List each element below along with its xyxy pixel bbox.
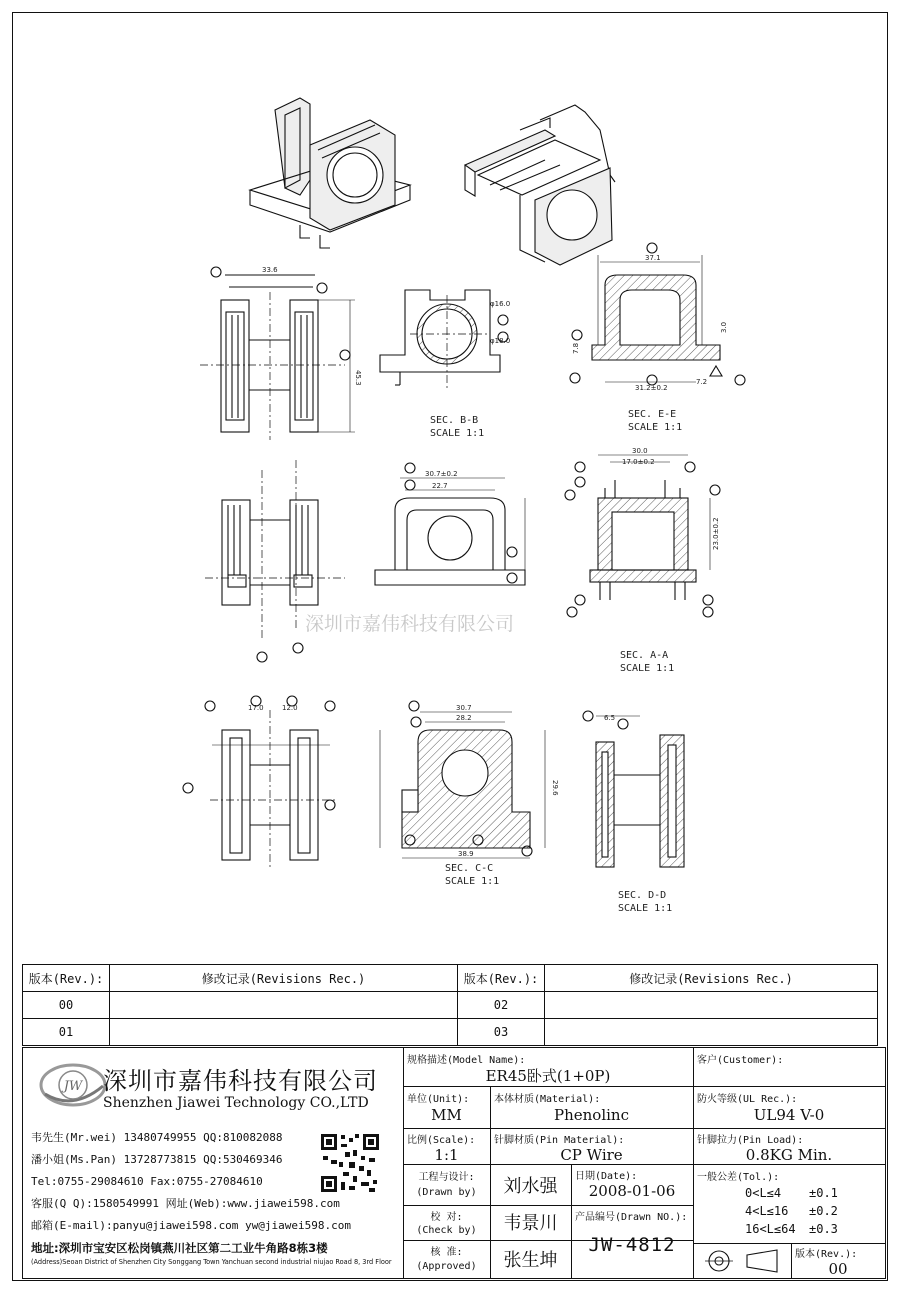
rev-row-right: 03	[458, 1019, 545, 1046]
sec-dd-scale: SCALE 1:1	[618, 903, 673, 914]
dim-cc-width: 30.7	[456, 704, 472, 712]
dim-front-width: 33.6	[262, 266, 278, 274]
contact-line: 潘小姐(Ms.Pan) 13728773815 QQ:530469346	[31, 1153, 283, 1166]
rec-cell	[545, 992, 878, 1019]
check-label-en: (Check by)	[416, 1225, 477, 1236]
drawn-label: 工程与设计:	[418, 1172, 475, 1183]
scale-label: 比例(Scale):	[407, 1135, 476, 1146]
pin-material-label: 针脚材质(Pin Material):	[494, 1135, 625, 1146]
dim-ee-width: 37.1	[645, 254, 661, 262]
title-block	[22, 1047, 886, 1279]
dim-aa-width: 30.0	[632, 447, 648, 455]
tol-row: 4<L≤16 ±0.2	[745, 1204, 838, 1218]
model-value: ER45卧式(1+0P)	[485, 1067, 611, 1085]
date-value: 2008-01-06	[588, 1182, 676, 1200]
dim-ee-side: 7.8	[572, 342, 580, 354]
sec-bb-title: SEC. B-B	[430, 415, 479, 426]
drawn-no-label: 产品编号(Drawn NO.):	[575, 1212, 688, 1223]
approve-label-en: (Approved)	[416, 1261, 477, 1272]
dim-aa-inner: 17.0±0.2	[622, 458, 655, 466]
dim-mid-inner: 22.7	[432, 482, 448, 490]
drawn-value: 刘水强	[503, 1176, 558, 1197]
dim-dd-top: 6.5	[604, 714, 616, 722]
customer-label: 客户(Customer):	[697, 1055, 784, 1066]
tol-row: 16<L≤64 ±0.3	[745, 1222, 838, 1236]
contact-line: Tel:0755-29084610 Fax:0755-27084610	[31, 1175, 263, 1188]
version-label: 版本(Rev.):	[795, 1249, 858, 1260]
pin-load-value: 0.8KG Min.	[745, 1146, 833, 1164]
rev-row-right: 02	[458, 992, 545, 1019]
rec-header-left: 修改记录(Revisions Rec.)	[110, 965, 458, 992]
company-name-en: Shenzhen Jiawei Technology CO.,LTD	[103, 1095, 369, 1111]
rev-row-left: 00	[23, 992, 110, 1019]
dim-aa-h: 23.0±0.2	[712, 517, 720, 550]
dim-ee-top-right: 3.0	[720, 321, 728, 333]
pin-material-value: CP Wire	[560, 1146, 623, 1164]
unit-label: 单位(Unit):	[407, 1094, 470, 1105]
dim-bb-dia2: φ18.0	[490, 337, 511, 345]
sec-aa-title: SEC. A-A	[620, 650, 669, 661]
rec-cell	[110, 992, 458, 1019]
unit-value: MM	[431, 1106, 462, 1124]
sec-ee-scale: SCALE 1:1	[628, 422, 683, 433]
model-label: 规格描述(Model Name):	[407, 1055, 526, 1066]
dim-ee-bottom: 31.2±0.2	[635, 384, 668, 392]
address-cn: 地址:深圳市宝安区松岗镇燕川社区第二工业牛角路8栋3楼	[31, 1241, 328, 1255]
sec-bb-scale: SCALE 1:1	[430, 428, 485, 439]
bottom-left-view	[183, 696, 335, 870]
isometric-view-2	[465, 105, 615, 265]
section-ee-view	[570, 243, 745, 385]
rec-header-right: 修改记录(Revisions Rec.)	[545, 965, 878, 992]
section-bb-view	[380, 290, 511, 390]
dim-bb-dia1: φ16.0	[490, 300, 511, 308]
company-info	[23, 1048, 403, 1278]
contact-line: 邮箱(E-mail):panyu@jiawei598.com yw@jiawei598.com	[31, 1219, 352, 1232]
isometric-view-1	[250, 98, 410, 248]
pin-load-label: 针脚拉力(Pin Load):	[697, 1135, 804, 1146]
tol-label: 一般公差(Tol.):	[697, 1172, 780, 1183]
tolerance-table	[745, 1184, 838, 1238]
dim-ee-right: 7.2	[696, 378, 708, 386]
dim-cc-bottom: 38.9	[458, 850, 474, 858]
dim-left-w: 17.0	[248, 704, 264, 712]
company-name-cn: 深圳市嘉伟科技有限公司	[103, 1067, 378, 1095]
middle-view	[375, 463, 525, 585]
material-value: Phenolinc	[554, 1106, 629, 1124]
ul-label: 防火等级(UL Rec.):	[697, 1094, 798, 1105]
material-label: 本体材质(Material):	[494, 1094, 601, 1105]
sec-cc-title: SEC. C-C	[445, 863, 494, 874]
projection-symbol-icon	[699, 1247, 785, 1275]
dim-front-height: 45.3	[354, 370, 362, 386]
check-value: 韦景川	[503, 1213, 558, 1234]
sec-dd-title: SEC. D-D	[618, 890, 667, 901]
dim-cc-inner: 28.2	[456, 714, 472, 722]
sec-ee-title: SEC. E-E	[628, 409, 677, 420]
dim-cc-h: 29.6	[551, 780, 559, 796]
company-logo	[37, 1056, 109, 1114]
rev-row-left: 01	[23, 1019, 110, 1046]
front-view	[200, 267, 355, 440]
approve-label: 核 准:	[430, 1247, 463, 1258]
scale-value: 1:1	[434, 1146, 459, 1164]
approve-value: 张生坤	[503, 1250, 558, 1271]
rec-cell	[545, 1019, 878, 1046]
contact-line: 客服(Q Q):1580549991 网址(Web):www.jiawei598.com	[31, 1197, 340, 1210]
ul-value: UL94 V-0	[753, 1106, 825, 1124]
contact-list	[31, 1127, 351, 1237]
rev-header-left: 版本(Rev.):	[23, 965, 110, 992]
rec-cell	[110, 1019, 458, 1046]
section-cc-view	[380, 701, 545, 858]
rev-header-right: 版本(Rev.):	[458, 965, 545, 992]
sec-aa-scale: SCALE 1:1	[620, 663, 675, 674]
version-value: 00	[828, 1260, 848, 1278]
contact-line: 韦先生(Mr.wei) 13480749955 QQ:810082088	[31, 1131, 283, 1144]
dim-left-w2: 12.0	[282, 704, 298, 712]
dim-mid-width: 30.7±0.2	[425, 470, 458, 478]
tol-row: 0<L≤4 ±0.1	[745, 1186, 838, 1200]
watermark-text: 深圳市嘉伟科技有限公司	[305, 613, 515, 635]
svg-text:JW: JW	[63, 1079, 83, 1094]
qr-code	[319, 1132, 381, 1194]
sec-cc-scale: SCALE 1:1	[445, 876, 500, 887]
check-label: 校 对:	[430, 1212, 463, 1223]
drawn-no-value: JW-4812	[588, 1234, 676, 1256]
date-label: 日期(Date):	[575, 1171, 638, 1182]
revisions-table	[22, 964, 878, 1046]
drawn-label-en: (Drawn by)	[416, 1187, 477, 1198]
section-dd-view	[583, 711, 684, 867]
address-en: (Address)Seoan District of Shenzhen City Songgang Town Yanchuan second industrial niujao Road 8, 3rd Floor	[31, 1257, 392, 1266]
section-aa-view	[565, 455, 720, 617]
